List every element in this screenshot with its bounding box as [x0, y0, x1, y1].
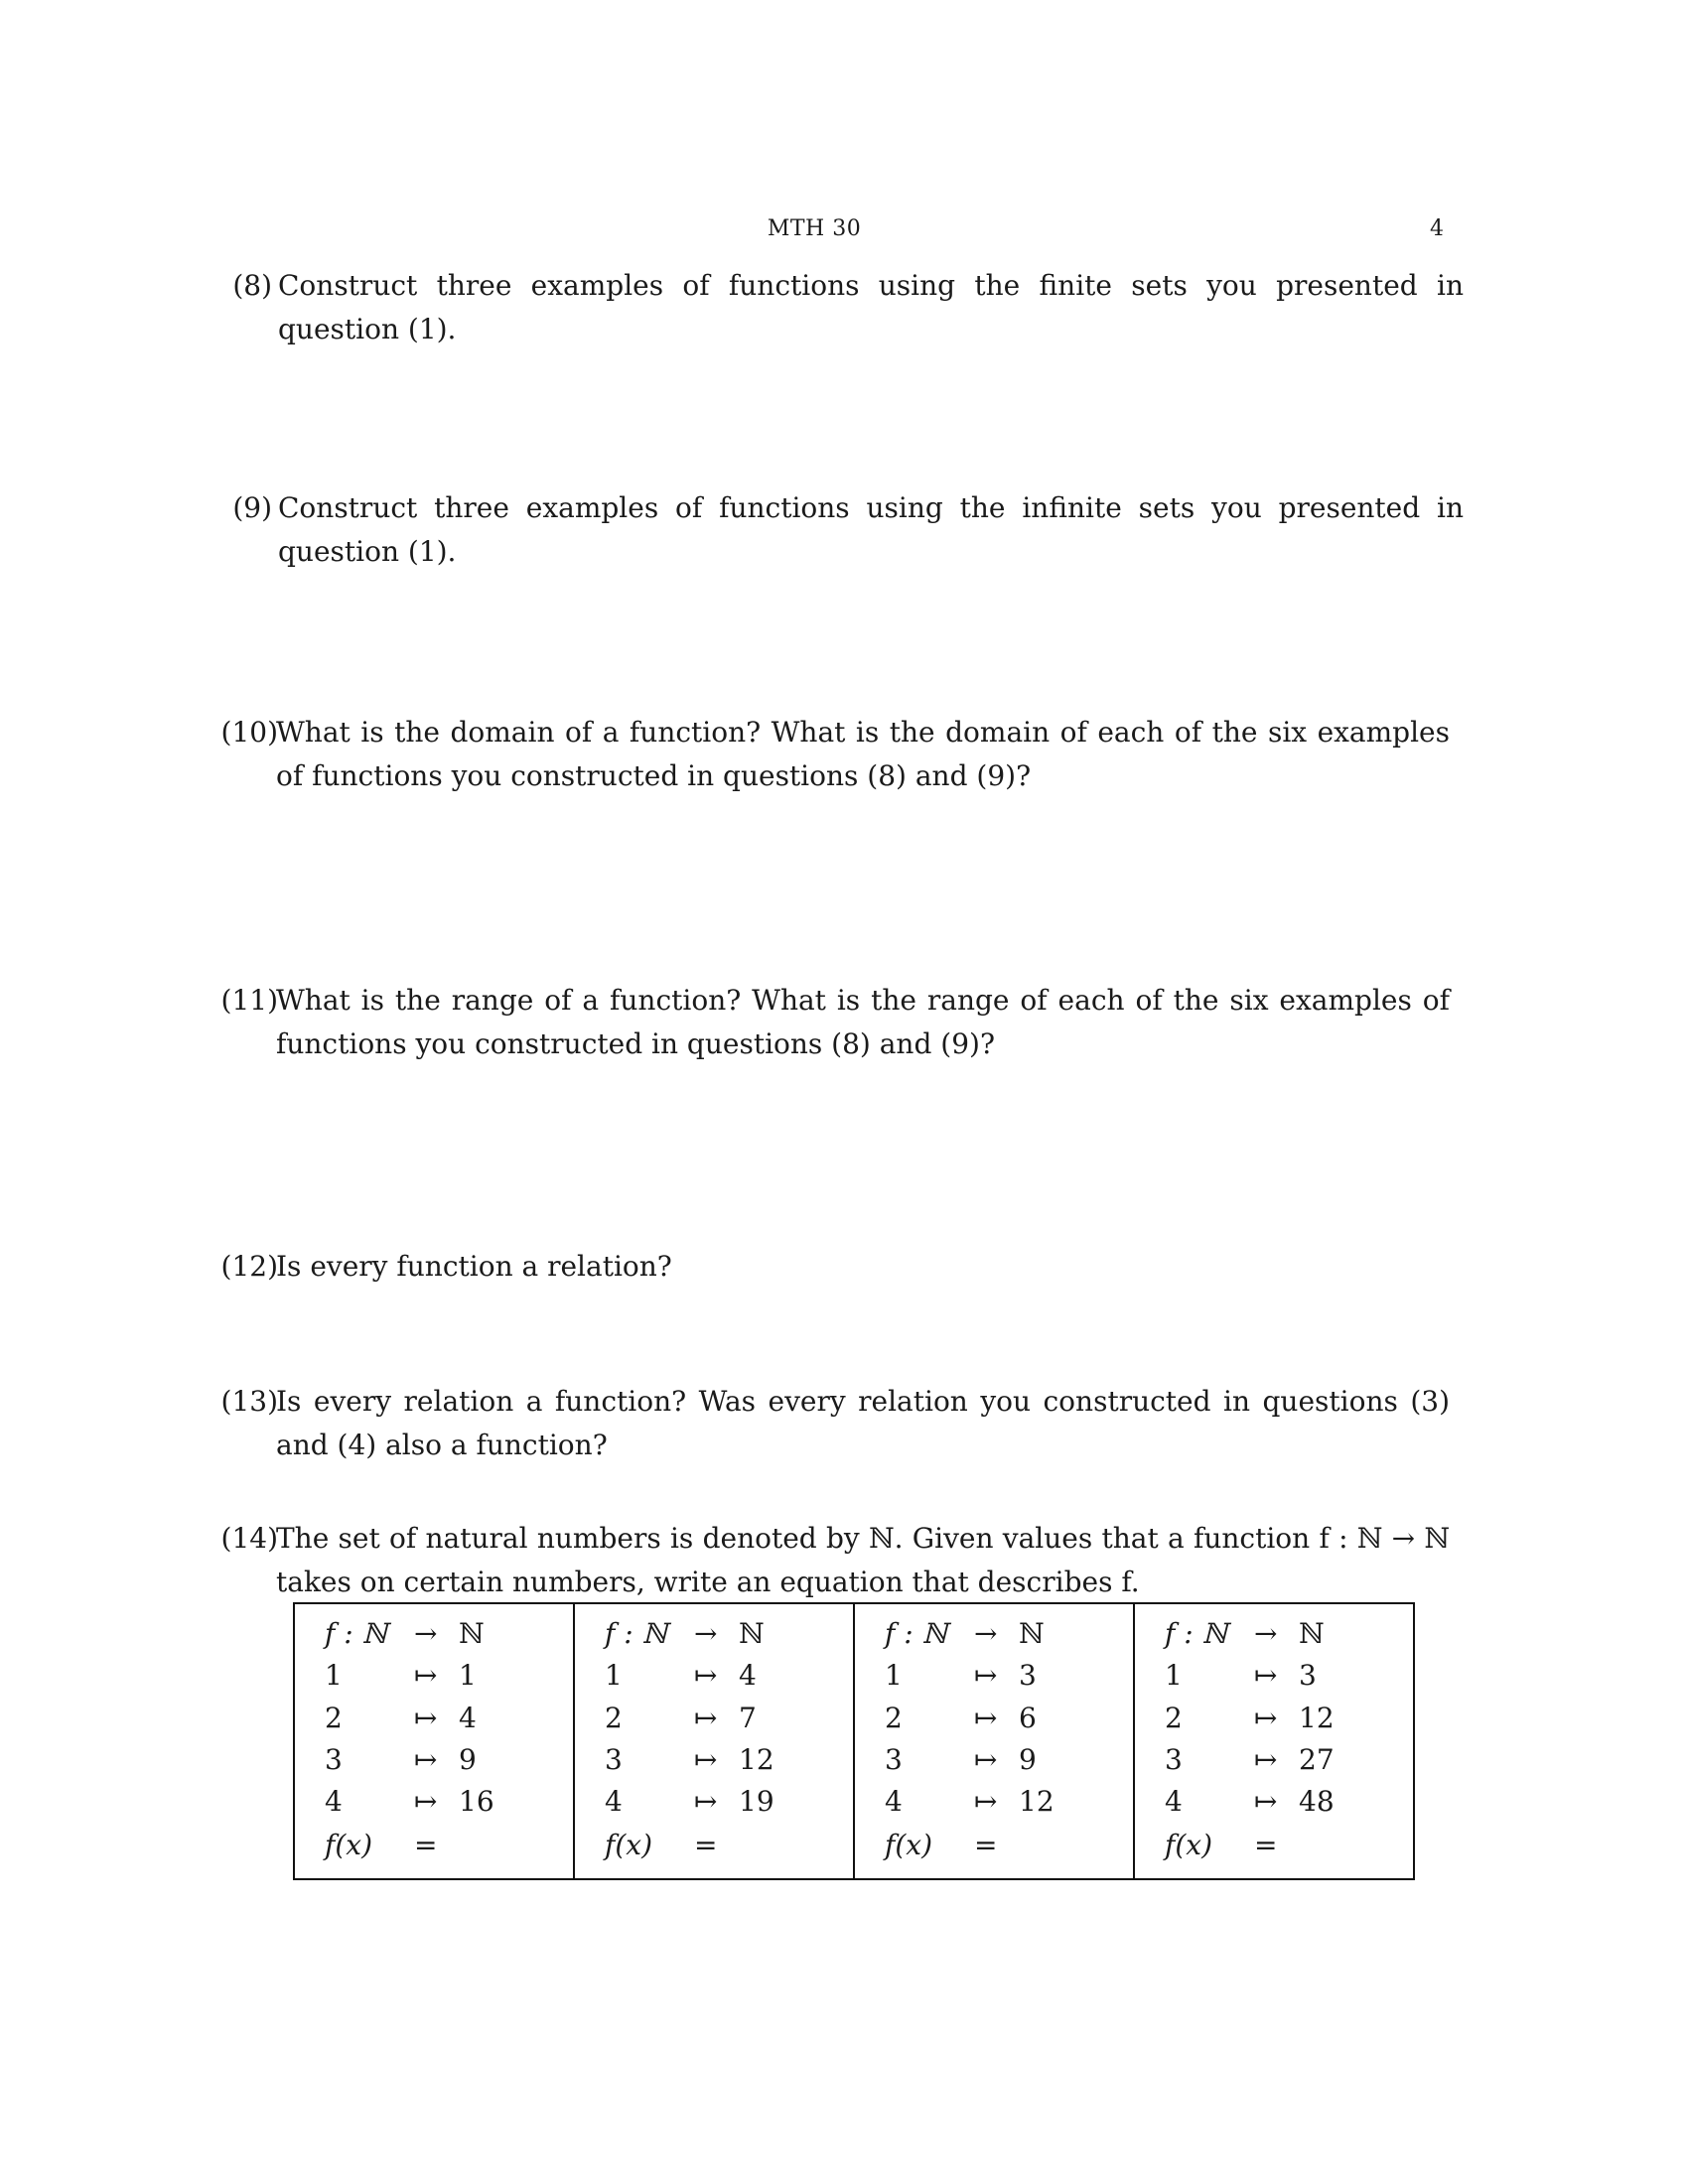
question-number: (13) [220, 1385, 278, 1418]
table-header-row [325, 1616, 553, 1652]
equals-sign: = [694, 1829, 718, 1861]
maps-to-icon: ↦ [414, 1659, 438, 1692]
question-text: What is the range of a function? What is the range of each of the six examples of functions you constructed in questions (8) and (9)? [276, 984, 1450, 1060]
input-value: 4 [1165, 1785, 1183, 1818]
question-number: (8) [232, 269, 272, 302]
equals-sign: = [414, 1829, 438, 1861]
input-value: 3 [1165, 1743, 1183, 1776]
question-11 [209, 979, 1450, 1066]
question-number: (12) [220, 1250, 278, 1283]
question-number: (10) [220, 716, 278, 749]
question-text: What is the domain of a function? What is the domain of each of the six examples of functions you constructed in questions (8) and (9)? [276, 716, 1450, 792]
output-value: 12 [739, 1743, 774, 1776]
page-header-course: MTH 30 [767, 216, 862, 241]
question-9 [222, 486, 1464, 574]
table-row [1165, 1701, 1393, 1736]
input-value: 2 [885, 1702, 903, 1734]
equals-sign: = [1254, 1829, 1278, 1861]
input-value: 1 [325, 1659, 343, 1692]
output-value: 4 [739, 1659, 757, 1692]
maps-to-icon: ↦ [974, 1702, 998, 1734]
function-table-1 [295, 1604, 575, 1878]
table-row [605, 1701, 833, 1736]
question-number: (14) [220, 1522, 278, 1555]
maps-to-icon: ↦ [974, 1743, 998, 1776]
input-value: 1 [1165, 1659, 1183, 1692]
equals-sign: = [974, 1829, 998, 1861]
maps-to-icon: ↦ [694, 1659, 718, 1692]
maps-to-icon: ↦ [694, 1743, 718, 1776]
input-value: 4 [885, 1785, 903, 1818]
table-row [1165, 1658, 1393, 1694]
question-text: Construct three examples of functions using the finite sets you presented in question (1). [278, 269, 1464, 345]
table-row [1165, 1742, 1393, 1778]
maps-to-icon: ↦ [694, 1785, 718, 1818]
table-header-row [605, 1616, 833, 1652]
table-header-row [1165, 1616, 1393, 1652]
input-value: 3 [605, 1743, 623, 1776]
table-row [605, 1784, 833, 1820]
output-value: 4 [459, 1702, 477, 1734]
input-value: 3 [885, 1743, 903, 1776]
arrow-icon: → [414, 1617, 438, 1650]
domain-label: f : ℕ [1165, 1617, 1228, 1650]
function-table-4 [1135, 1604, 1413, 1878]
formula-row [325, 1828, 553, 1863]
question-number: (9) [232, 491, 272, 524]
table-row [885, 1784, 1113, 1820]
page-number: 4 [1430, 216, 1444, 241]
input-value: 2 [1165, 1702, 1183, 1734]
question-10 [209, 711, 1450, 798]
output-value: 3 [1299, 1659, 1317, 1692]
formula-row [885, 1828, 1113, 1863]
input-value: 1 [605, 1659, 623, 1692]
table-header-row [885, 1616, 1113, 1652]
question-text: Is every function a relation? [276, 1250, 672, 1283]
output-value: 12 [1019, 1785, 1055, 1818]
input-value: 4 [325, 1785, 343, 1818]
question-text: The set of natural numbers is denoted by ℕ. Given values that a function f : ℕ → ℕ takes on certain numbers, write an equation that describes f. [276, 1522, 1450, 1598]
output-value: 7 [739, 1702, 757, 1734]
maps-to-icon: ↦ [974, 1785, 998, 1818]
output-value: 19 [739, 1785, 774, 1818]
formula-label: f(x) [885, 1829, 933, 1861]
codomain-label: ℕ [459, 1617, 485, 1650]
maps-to-icon: ↦ [694, 1702, 718, 1734]
function-value-table [293, 1602, 1415, 1880]
formula-label: f(x) [605, 1829, 653, 1861]
question-14 [209, 1517, 1450, 1604]
function-table-3 [855, 1604, 1135, 1878]
domain-label: f : ℕ [325, 1617, 388, 1650]
output-value: 3 [1019, 1659, 1037, 1692]
domain-label: f : ℕ [605, 1617, 668, 1650]
domain-label: f : ℕ [885, 1617, 948, 1650]
table-row [325, 1701, 553, 1736]
question-number: (11) [220, 984, 278, 1017]
maps-to-icon: ↦ [974, 1659, 998, 1692]
function-table-2 [575, 1604, 855, 1878]
table-row [885, 1701, 1113, 1736]
output-value: 48 [1299, 1785, 1335, 1818]
maps-to-icon: ↦ [414, 1702, 438, 1734]
table-row [325, 1742, 553, 1778]
table-row [605, 1658, 833, 1694]
codomain-label: ℕ [1299, 1617, 1325, 1650]
table-row [325, 1784, 553, 1820]
question-text: Construct three examples of functions using the infinite sets you presented in question (1). [278, 491, 1464, 568]
question-text: Is every relation a function? Was every relation you constructed in questions (3) and (4) also a function? [276, 1385, 1450, 1461]
maps-to-icon: ↦ [1254, 1702, 1278, 1734]
maps-to-icon: ↦ [1254, 1785, 1278, 1818]
question-12 [209, 1245, 1450, 1289]
table-row [605, 1742, 833, 1778]
input-value: 4 [605, 1785, 623, 1818]
codomain-label: ℕ [739, 1617, 765, 1650]
maps-to-icon: ↦ [414, 1743, 438, 1776]
table-row [885, 1742, 1113, 1778]
arrow-icon: → [974, 1617, 998, 1650]
output-value: 9 [459, 1743, 477, 1776]
maps-to-icon: ↦ [1254, 1743, 1278, 1776]
table-row [1165, 1784, 1393, 1820]
input-value: 1 [885, 1659, 903, 1692]
output-value: 12 [1299, 1702, 1335, 1734]
output-value: 9 [1019, 1743, 1037, 1776]
output-value: 6 [1019, 1702, 1037, 1734]
formula-row [605, 1828, 833, 1863]
table-row [325, 1658, 553, 1694]
input-value: 2 [325, 1702, 343, 1734]
output-value: 27 [1299, 1743, 1335, 1776]
formula-label: f(x) [325, 1829, 373, 1861]
table-row [885, 1658, 1113, 1694]
arrow-icon: → [694, 1617, 718, 1650]
question-13 [209, 1380, 1450, 1467]
maps-to-icon: ↦ [414, 1785, 438, 1818]
output-value: 16 [459, 1785, 494, 1818]
output-value: 1 [459, 1659, 477, 1692]
maps-to-icon: ↦ [1254, 1659, 1278, 1692]
input-value: 3 [325, 1743, 343, 1776]
question-8 [222, 264, 1464, 351]
formula-label: f(x) [1165, 1829, 1213, 1861]
formula-row [1165, 1828, 1393, 1863]
arrow-icon: → [1254, 1617, 1278, 1650]
input-value: 2 [605, 1702, 623, 1734]
codomain-label: ℕ [1019, 1617, 1045, 1650]
